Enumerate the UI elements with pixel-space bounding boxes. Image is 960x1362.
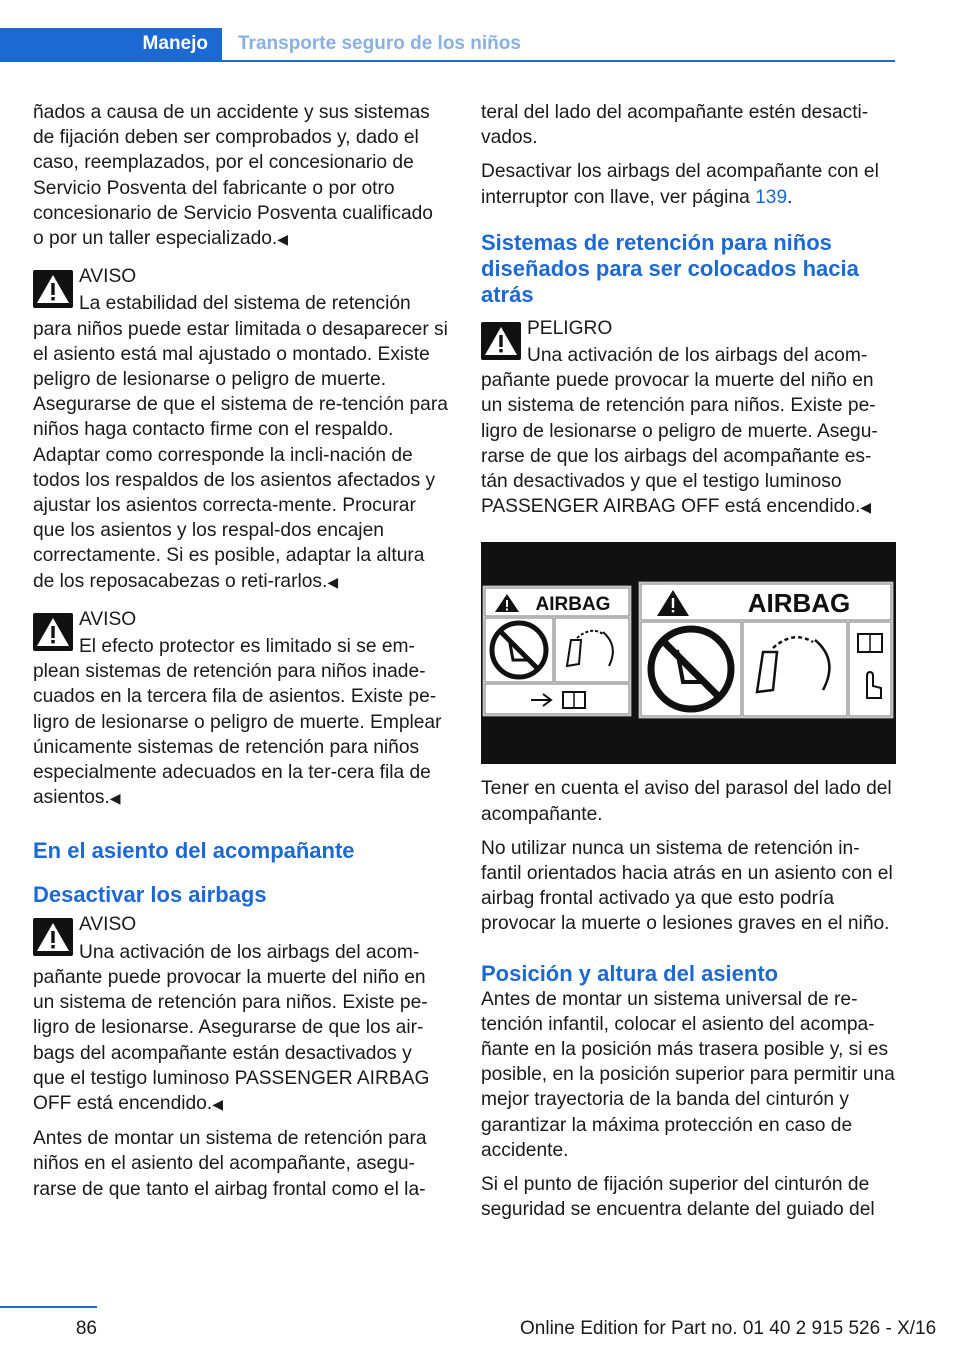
warning-body-text: Una activación de los airbags del acom‐pañante puede provocar la muerte del niño en un sistema de retención para niños. Existe pe‐ligro de lesionarse. Asegurarse de que los air‐bags del acompañante están desactivados y que el testigo luminoso PASSENGER AIRBAG OFF está encendido. [33, 941, 430, 1114]
warning-danger [481, 316, 896, 521]
sunvisor-paragraph: Tener en cuenta el aviso del parasol del lado del acompañante. [481, 778, 892, 825]
warning-triangle-icon [33, 918, 73, 956]
warning-title: PELIGRO [527, 317, 613, 339]
section-title: Sistemas de retención para niños diseñados para ser colocados hacia atrás [481, 229, 859, 307]
warning-triangle-icon [33, 270, 73, 308]
subsection-title: Desactivar los airbags [33, 882, 267, 908]
warning-body [33, 291, 448, 594]
seat-position-paragraph: Antes de montar un sistema universal de re‐tención infantil, colocar el asiento del acompa‐ñante en la posición más trasera posible y, si es posible, en la posición superior para permitir una mejor trayectoria de la banda del cinturón y garantizar la máxima protección en caso de accidente. [481, 988, 895, 1161]
end-mark: ◀ [327, 573, 339, 590]
page-header [0, 0, 960, 62]
header-rule [0, 60, 895, 62]
warning-body [33, 634, 448, 811]
page-number: 86 [75, 1318, 97, 1339]
page-link[interactable]: 139 [755, 186, 788, 208]
section-title: En el asiento del acompañante [33, 838, 355, 864]
sentence-end: . [787, 186, 793, 208]
left-column [33, 100, 448, 1211]
warning-body-text: El efecto protector es limitado si se em‐plean sistemas de retención para niños inade‐cuados en la tercera fila de asientos. Existe pe‐ligro de lesionarse o peligro de muerte. Emplear únicamente sistemas de retención para niños especialmente adecuados en la ter‐cera fila de asientos. [33, 636, 442, 809]
warning-title: AVISO [79, 266, 137, 288]
belt-anchor-paragraph: Si el punto de fijación superior del cinturón de seguridad se encuentra delante del guiado del [481, 1174, 875, 1221]
warning-third-row [33, 607, 448, 812]
warning-body [33, 940, 448, 1117]
intro-text: ñados a causa de un accidente y sus sistemas de fijación deben ser comprobados y, dado el caso, reemplazados, por el concesionario de Servicio Posventa del fabricante o por otro concesionario de Servicio Posventa cualificado o por un taller especializado. [33, 102, 433, 250]
end-mark: ◀ [109, 790, 121, 807]
header-section-label: Manejo [142, 33, 208, 54]
header-chapter-label: Transporte seguro de los niños [238, 33, 521, 54]
end-mark: ◀ [860, 499, 872, 516]
airbag-label-figure [481, 542, 896, 764]
warning-body-text: La estabilidad del sistema de retención para niños puede estar limitada o desaparecer si el asiento está mal ajustado o montado. Existe peligro de lesionarse o peligro de muerte. Asegurarse de que el sistema de re‐tención para niños haga contacto firme con el respaldo. Adaptar como corresponde la incli‐nación de todos los respaldos de los asientos afectados y ajustar los asientos correcta‐mente. Procurar que los asientos y los respal‐dos encajen correctamente. Si es posible, adaptar la altura de los reposacabezas o reti‐rarlos. [33, 293, 448, 592]
airbag-label-small: AIRBAG [535, 594, 611, 616]
edition-label: Online Edition for Part no. 01 40 2 915 526 - X/16 [520, 1318, 937, 1339]
warning-triangle-icon [33, 613, 73, 651]
warning-title: AVISO [79, 608, 137, 630]
footer-rule [0, 1306, 97, 1308]
airbag-label-large: AIRBAG [747, 588, 851, 619]
warning-triangle-icon [481, 322, 521, 360]
warning-title: AVISO [79, 914, 137, 936]
rear-facing-paragraph: No utilizar nunca un sistema de retención in‐fantil orientados hacia atrás en un asiento con el airbag frontal activado ya que esto podría provocar la muerte o lesiones graves en el niño. [481, 837, 893, 935]
end-mark: ◀ [277, 231, 289, 248]
warning-stability [33, 264, 448, 595]
closing-paragraph: Antes de montar un sistema de retención para niños en el asiento del acompañante, asegu‐rarse de que tanto el airbag frontal como el la‐ [33, 1128, 427, 1200]
continuation-paragraph: teral del lado del acompañante estén desacti‐vados. [481, 102, 869, 149]
warning-body-text: Una activación de los airbags del acom‐pañante puede provocar la muerte del niño en un sistema de retención para niños. Existe pe‐ligro de lesionarse o peligro de muerte. Asegu‐rarse de que los airbags del acompañante es‐tán desactivados y que el testigo luminoso PASSENGER AIRBAG OFF está encendido. [481, 345, 878, 518]
end-mark: ◀ [212, 1095, 223, 1112]
warning-deactivate [33, 912, 448, 1117]
warning-body [481, 343, 896, 520]
deactivate-paragraph [481, 159, 896, 209]
right-column [481, 100, 896, 1231]
intro-paragraph [33, 100, 448, 252]
subsection-title: Posición y altura del asiento [481, 960, 779, 986]
airbag-warning-labels-image [481, 542, 896, 764]
deactivate-text: Desactivar los airbags del acompañante con el interruptor con llave, ver página [481, 161, 879, 208]
